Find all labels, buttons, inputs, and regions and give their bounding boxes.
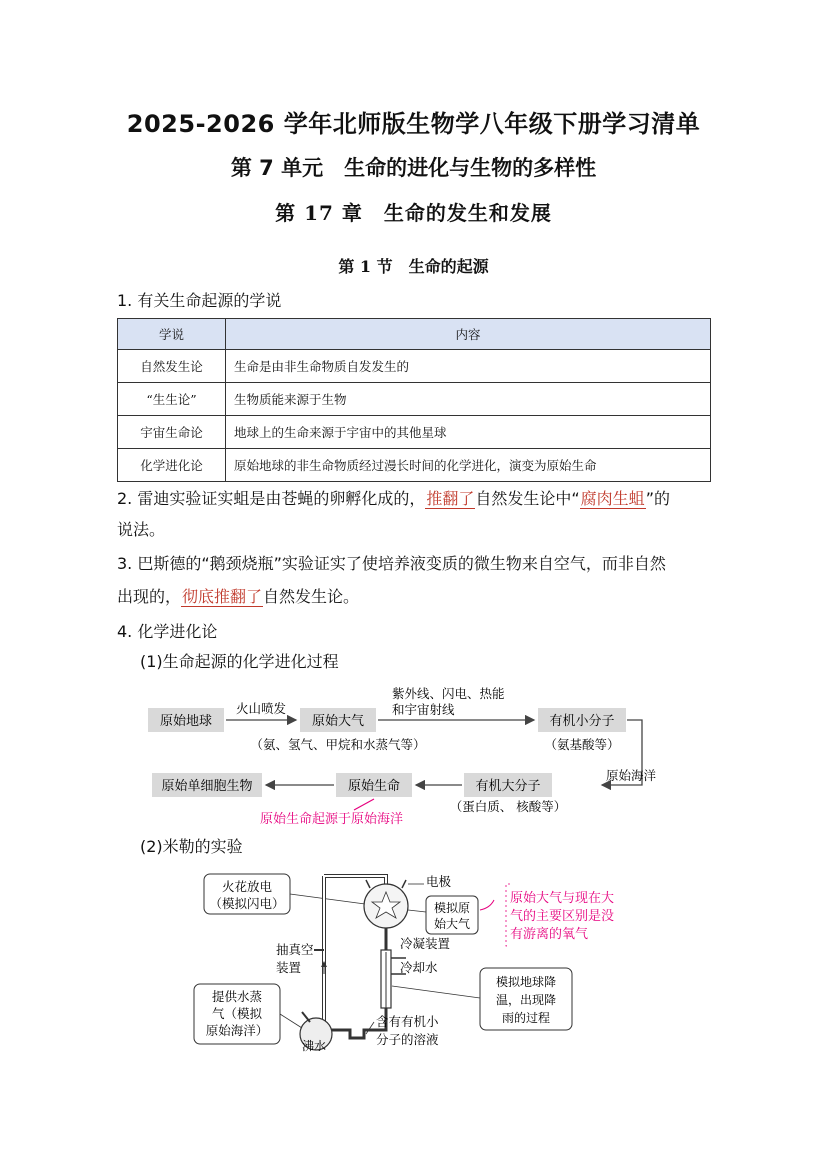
item3-text: 自然发生论。 [263, 587, 360, 606]
flow-small-note: （氨基酸等） [544, 737, 620, 752]
table-cell: 原始地球的非生命物质经过漫长时间的化学进化，演变为原始生命 [226, 449, 711, 482]
theory-table [117, 318, 711, 482]
flow-annotation-pointer [354, 799, 374, 810]
item2-line2: 说法。 [117, 520, 166, 539]
table-row [118, 449, 711, 482]
table-cell: 自然发生论 [118, 350, 226, 383]
vacuum-label: 抽真空 [276, 942, 314, 957]
table-header-cell: 内容 [226, 319, 711, 350]
leader-line [280, 1014, 302, 1028]
solution-label: 分子的溶液 [376, 1032, 439, 1047]
steam-label: 提供水蒸 [211, 989, 263, 1004]
electrode-label: 电极 [426, 874, 452, 889]
chapter-title: 第 17 章 生命的发生和发展 [275, 201, 552, 225]
leader-line [366, 1022, 374, 1034]
unit-title: 第 7 单元 生命的进化与生物的多样性 [230, 156, 597, 180]
table-cell: 生物质能来源于生物 [226, 383, 711, 416]
flow-box-atmos-label: 原始大气 [311, 714, 365, 729]
table-header-cell: 学说 [118, 319, 226, 350]
flow-box-large-label: 有机大分子 [475, 779, 541, 794]
flow-box-earth-label: 原始地球 [159, 714, 213, 729]
item3-text: 出现的， [117, 587, 182, 606]
flow-large-note: （蛋白质、 核酸等） [449, 799, 567, 814]
chemical-evolution-flow-diagram [140, 680, 670, 830]
flow-arrow2-label: 和宇宙射线 [392, 702, 455, 717]
electrode-wire [402, 880, 406, 888]
atmos-difference-note: 有游离的氧气 [510, 927, 589, 942]
item2-answer-blank: 腐肉生蛆 [580, 489, 645, 508]
note-pointer [480, 900, 494, 910]
item4-heading: 4. 化学进化论 [117, 622, 218, 641]
table-row [118, 416, 711, 449]
flow-origin-note: 原始生命起源于原始海洋 [260, 812, 404, 827]
item3-line2 [117, 585, 359, 609]
table-cell: 宇宙生命论 [118, 416, 226, 449]
flask-neck [302, 1012, 310, 1022]
flow-box-life-label: 原始生命 [347, 779, 401, 794]
doc-title: 2025-2026 学年北师版生物学八年级下册学习清单 [126, 110, 701, 138]
spark-label: （模拟闪电） [209, 896, 285, 911]
item2-answer-blank: 推翻了 [426, 489, 475, 508]
table-row [118, 350, 711, 383]
solution-label: 含有有机小 [376, 1014, 439, 1029]
flow-box-small-label: 有机小分子 [549, 714, 615, 729]
item2-text: 2. 雷迪实验证实蛆是由苍蝇的卵孵化成的， [117, 489, 426, 508]
flow-arrow2-label: 紫外线、闪电、热能 [392, 686, 505, 701]
steam-label: 原始海洋） [205, 1023, 269, 1038]
item2-text: ”的 [645, 489, 670, 508]
rain-label: 模拟地球降 [495, 975, 557, 989]
condenser-label: 冷凝装置 [400, 936, 451, 951]
flow-arrow1-label: 火山喷发 [235, 701, 287, 716]
section-title: 第 1 节 生命的起源 [338, 257, 489, 276]
atmos-difference-note: 原始大气与现在大 [510, 891, 615, 906]
flow-box-cell-label: 原始单细胞生物 [161, 779, 253, 794]
rain-label: 雨的过程 [501, 1011, 551, 1025]
electrode-wire [366, 880, 370, 888]
steam-label: 气（模拟 [211, 1006, 263, 1021]
leader-line [392, 986, 480, 998]
coolwater-label: 冷却水 [400, 960, 438, 975]
table-row [118, 383, 711, 416]
leader-line [408, 910, 426, 912]
flow-arrow3-label: 原始海洋 [606, 768, 657, 783]
boiling-label: 沸水 [302, 1039, 327, 1052]
flow-atmos-note: （氨、氢气、甲烷和水蒸气等） [250, 737, 426, 752]
table-cell: 生命是由非生命物质自发发生的 [226, 350, 711, 383]
atmos-label: 模拟原 [433, 901, 471, 915]
table-header-row [118, 319, 711, 350]
item3-answer-blank: 彻底推翻了 [182, 587, 263, 606]
atmos-label: 始大气 [433, 917, 471, 931]
item2-text: 自然发生论中“ [475, 489, 580, 508]
vacuum-label: 装置 [276, 960, 302, 975]
table-cell: 化学进化论 [118, 449, 226, 482]
item3-line1: 3. 巴斯德的“鹅颈烧瓶”实验证实了使培养液变质的微生物来自空气，而非自然 [117, 554, 666, 573]
table-cell: 地球上的生命来源于宇宙中的其他星球 [226, 416, 711, 449]
atmos-difference-note: 气的主要区别是没 [510, 909, 615, 924]
rain-label: 温，出现降 [495, 993, 557, 1007]
item4-sub1: (1)生命起源的化学进化过程 [140, 652, 339, 671]
item1-heading: 1. 有关生命起源的学说 [117, 291, 282, 310]
miller-experiment-diagram [190, 862, 650, 1052]
table-cell: “生生论” [118, 383, 226, 416]
spark-label: 火花放电 [221, 879, 273, 894]
item2-line1 [117, 487, 717, 511]
item4-sub2: (2)米勒的实验 [140, 837, 243, 856]
leader-line [290, 894, 365, 904]
